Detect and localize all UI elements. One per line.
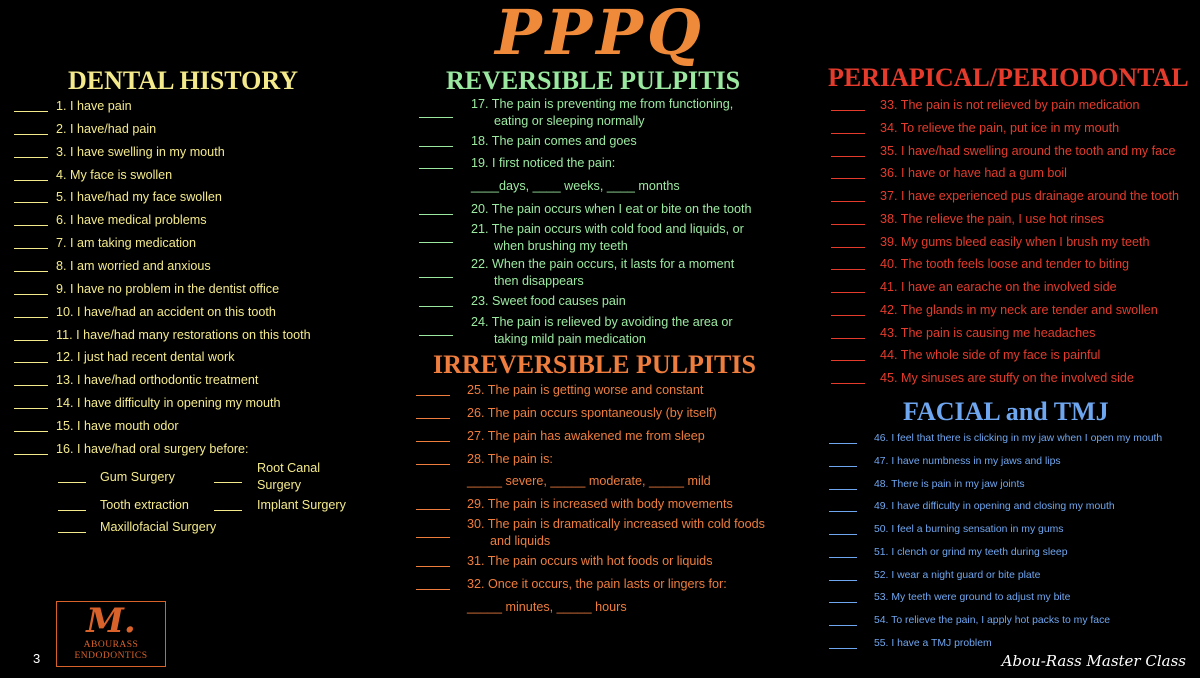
question-text: 31. The pain occurs with hot foods or liquids <box>467 554 713 568</box>
question-text: 12. I just had recent dental work <box>56 350 235 365</box>
answer-blank[interactable] <box>14 180 48 181</box>
answer-blank[interactable] <box>829 443 857 444</box>
question-text: 44. The whole side of my face is painful <box>880 348 1101 363</box>
irreversible-pulpitis-heading: IRREVERSIBLE PULPITIS <box>433 350 756 379</box>
periapical-periodontal-heading: PERIAPICAL/PERIODONTAL <box>828 63 1189 92</box>
answer-blank[interactable] <box>831 201 865 202</box>
question-text: 36. I have or have had a gum boil <box>880 166 1067 181</box>
surgery-label: Gum Surgery <box>100 470 175 484</box>
question-text: 18. The pain comes and goes <box>471 134 637 148</box>
question-text: 34. To relieve the pain, put ice in my mouth <box>880 120 1120 135</box>
answer-blank[interactable] <box>58 532 86 533</box>
question-text-line1: 24. The pain is relieved by avoiding the area or <box>471 315 733 329</box>
question-text: 23. Sweet food causes pain <box>471 294 626 308</box>
question-text: 32. Once it occurs, the pain lasts or lingers for: <box>467 577 727 591</box>
question-text: 46. I feel that there is clicking in my jaw when I open my mouth <box>874 433 1163 444</box>
question-28-severity[interactable]: _____ severe, _____ moderate, _____ mild <box>467 474 711 488</box>
answer-blank[interactable] <box>829 557 857 558</box>
question-text: 52. I wear a night guard or bite plate <box>874 569 1041 581</box>
answer-blank[interactable] <box>831 338 865 339</box>
answer-blank[interactable] <box>58 482 86 483</box>
dental-history-heading: DENTAL HISTORY <box>68 66 299 95</box>
answer-blank[interactable] <box>416 566 450 567</box>
question-text: 29. The pain is increased with body movements <box>467 497 733 511</box>
question-text: 45. My sinuses are stuffy on the involved side <box>880 371 1134 385</box>
logo-line1: ABOURASS <box>83 640 139 650</box>
facial-tmj-heading: FACIAL and TMJ <box>903 397 1109 426</box>
question-text: 4. My face is swollen <box>56 167 173 182</box>
answer-blank[interactable] <box>419 335 453 336</box>
answer-blank[interactable] <box>419 117 453 118</box>
answer-blank[interactable] <box>829 625 857 626</box>
answer-blank[interactable] <box>831 315 865 316</box>
surgery-label-line1: Root Canal <box>257 461 321 475</box>
question-text: 49. I have difficulty in opening and closing my mouth <box>874 501 1115 513</box>
answer-blank[interactable] <box>416 395 450 396</box>
question-text-line2: eating or sleeping normally <box>494 114 645 128</box>
answer-blank[interactable] <box>14 385 48 386</box>
answer-blank[interactable] <box>58 510 86 511</box>
answer-blank[interactable] <box>831 383 865 384</box>
answer-blank[interactable] <box>14 271 48 272</box>
answer-blank[interactable] <box>416 464 450 465</box>
answer-blank[interactable] <box>14 340 48 341</box>
question-text <box>471 221 744 255</box>
answer-blank[interactable] <box>831 178 865 179</box>
question-text: 38. The relieve the pain, I use hot rinses <box>880 211 1104 226</box>
answer-blank[interactable] <box>829 602 857 603</box>
question-text-line2: when brushing my teeth <box>494 239 628 253</box>
question-text: 15. I have mouth odor <box>56 418 179 433</box>
answer-blank[interactable] <box>14 454 48 455</box>
question-text: 5. I have/had my face swollen <box>56 190 222 205</box>
question-text: 2. I have/had pain <box>56 121 157 136</box>
question-text: 47. I have numbness in my jaws and lips <box>874 455 1061 467</box>
question-text: 11. I have/had many restorations on this tooth <box>56 327 311 342</box>
question-text: 1. I have pain <box>56 99 132 113</box>
question-19-duration[interactable]: ____days, ____ weeks, ____ months <box>471 179 680 193</box>
question-text: 37. I have experienced pus drainage around the tooth <box>880 189 1179 203</box>
answer-blank[interactable] <box>831 247 865 248</box>
answer-blank[interactable] <box>14 294 48 295</box>
answer-blank[interactable] <box>419 306 453 307</box>
question-text: 42. The glands in my neck are tender and swollen <box>880 302 1158 317</box>
surgery-label <box>257 460 320 494</box>
surgery-label-line2: Surgery <box>257 478 302 492</box>
answer-blank[interactable] <box>416 537 450 538</box>
answer-blank[interactable] <box>419 146 453 147</box>
question-text: 28. The pain is: <box>467 452 553 466</box>
answer-blank[interactable] <box>416 441 450 442</box>
answer-blank[interactable] <box>831 133 865 134</box>
answer-blank[interactable] <box>419 277 453 278</box>
question-text-line1: 17. The pain is preventing me from functioning, <box>471 97 734 111</box>
question-text: 39. My gums bleed easily when I brush my teeth <box>880 234 1150 249</box>
question-text: 8. I am worried and anxious <box>56 258 211 273</box>
answer-blank[interactable] <box>831 224 865 225</box>
question-text: 41. I have an earache on the involved side <box>880 280 1117 294</box>
answer-blank[interactable] <box>831 269 865 270</box>
logo-line2: ENDODONTICS <box>74 651 148 661</box>
question-text: 6. I have medical problems <box>56 213 207 228</box>
question-text-line1: 22. When the pain occurs, it lasts for a moment <box>471 257 735 271</box>
answer-blank[interactable] <box>14 317 48 318</box>
answer-blank[interactable] <box>831 292 865 293</box>
abourass-endodontics-logo <box>56 601 166 667</box>
question-text: 51. I clench or grind my teeth during sleep <box>874 546 1068 558</box>
question-text: 19. I first noticed the pain: <box>471 156 616 170</box>
surgery-label: Implant Surgery <box>257 498 346 512</box>
answer-blank[interactable] <box>14 157 48 158</box>
question-text: 43. The pain is causing me headaches <box>880 325 1096 340</box>
question-text-line2: and liquids <box>490 534 551 548</box>
page-number: 3 <box>33 651 41 666</box>
answer-blank[interactable] <box>14 111 48 112</box>
reversible-pulpitis-heading: REVERSIBLE PULPITIS <box>446 66 741 95</box>
answer-blank[interactable] <box>14 248 48 249</box>
answer-blank[interactable] <box>829 534 857 535</box>
answer-blank[interactable] <box>831 156 865 157</box>
surgery-label: Tooth extraction <box>100 498 189 512</box>
answer-blank[interactable] <box>419 242 453 243</box>
answer-blank[interactable] <box>831 360 865 361</box>
question-32-duration[interactable]: _____ minutes, _____ hours <box>467 600 627 614</box>
question-text: 50. I feel a burning sensation in my gums <box>874 524 1064 535</box>
question-text: 10. I have/had an accident on this tooth <box>56 304 276 319</box>
question-text: 25. The pain is getting worse and constant <box>467 383 704 397</box>
question-text-line1: 21. The pain occurs with cold food and liquids, or <box>471 222 744 236</box>
question-text: 48. There is pain in my jaw joints <box>874 478 1025 490</box>
answer-blank[interactable] <box>416 509 450 510</box>
question-text: 27. The pain has awakened me from sleep <box>467 429 705 443</box>
question-text: 13. I have/had orthodontic treatment <box>56 373 259 388</box>
question-text: 14. I have difficulty in opening my mouth <box>56 396 281 411</box>
page-title: PPPQ <box>495 0 705 69</box>
question-text-line1: 30. The pain is dramatically increased with cold foods <box>467 517 765 531</box>
answer-blank[interactable] <box>829 580 857 581</box>
answer-blank[interactable] <box>214 510 242 511</box>
answer-blank[interactable] <box>829 489 857 490</box>
question-text <box>471 256 734 290</box>
surgery-label: Maxillofacial Surgery <box>100 520 217 534</box>
question-text: 26. The pain occurs spontaneously (by itself) <box>467 406 717 420</box>
question-text: 53. My teeth were ground to adjust my bite <box>874 592 1071 604</box>
answer-blank[interactable] <box>419 214 453 215</box>
question-text: 20. The pain occurs when I eat or bite on the tooth <box>471 202 752 216</box>
answer-blank[interactable] <box>416 418 450 419</box>
question-text: 7. I am taking medication <box>56 236 197 251</box>
answer-blank[interactable] <box>14 202 48 203</box>
question-text <box>471 96 733 130</box>
question-text: 9. I have no problem in the dentist office <box>56 281 280 296</box>
answer-blank[interactable] <box>419 168 453 169</box>
footer-signature: Abou-Rass Master Class <box>1001 652 1186 670</box>
answer-blank[interactable] <box>829 648 857 649</box>
question-text <box>467 516 765 550</box>
question-text: 40. The tooth feels loose and tender to biting <box>880 257 1130 272</box>
answer-blank[interactable] <box>14 408 48 409</box>
question-text: 16. I have/had oral surgery before: <box>56 441 249 456</box>
logo-mark: M. <box>86 601 136 641</box>
question-text: 54. To relieve the pain, I apply hot packs to my face <box>874 615 1111 626</box>
answer-blank[interactable] <box>14 431 48 432</box>
question-text: 35. I have/had swelling around the tooth and my face <box>880 143 1176 158</box>
answer-blank[interactable] <box>829 511 857 512</box>
answer-blank[interactable] <box>14 362 48 363</box>
answer-blank[interactable] <box>14 225 48 226</box>
answer-blank[interactable] <box>14 134 48 135</box>
question-text-line2: then disappears <box>494 274 584 288</box>
question-text-line2: taking mild pain medication <box>494 332 646 346</box>
question-text: 55. I have a TMJ problem <box>874 637 992 649</box>
answer-blank[interactable] <box>416 589 450 590</box>
question-text <box>471 314 733 348</box>
question-text: 33. The pain is not relieved by pain medication <box>880 98 1140 112</box>
question-text: 3. I have swelling in my mouth <box>56 144 225 159</box>
answer-blank[interactable] <box>829 466 857 467</box>
answer-blank[interactable] <box>831 110 865 111</box>
answer-blank[interactable] <box>214 482 242 483</box>
